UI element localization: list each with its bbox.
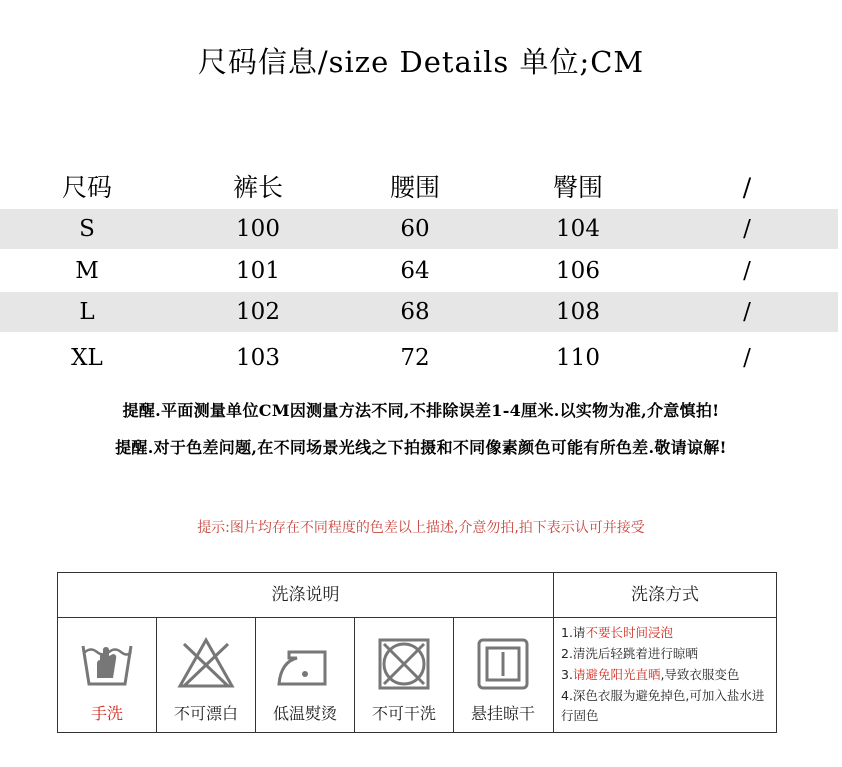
color-diff-notice: 提示:图片均存在不同程度的色差以上描述,介意勿拍,拍下表示认可并接受 (197, 520, 645, 536)
cell-size: S (79, 216, 95, 242)
no-bleach-icon (176, 634, 236, 694)
instruction-1: 1.请不要长时间浸泡 (561, 625, 673, 640)
no-dry-clean-icon (374, 634, 434, 694)
care-instructions (561, 623, 776, 727)
no-dry-clean-label: 不可干洗 (371, 704, 436, 723)
cell-hip: 110 (556, 345, 600, 371)
hand-wash-label: 手洗 (90, 704, 123, 723)
cell-size: M (75, 258, 99, 284)
instruction-2: 2.清洗后轻跳着进行晾晒 (561, 646, 698, 661)
cell-length: 101 (236, 258, 280, 284)
header-hip: 臀围 (552, 173, 603, 202)
cell-hip: 106 (556, 258, 600, 284)
cell-waist: 68 (400, 299, 430, 325)
size-table-header (0, 168, 842, 208)
table-row (0, 251, 842, 291)
cell-hip: 108 (556, 299, 600, 325)
care-cell-hand-wash (58, 618, 156, 732)
care-cell-no-dry-clean (355, 618, 453, 732)
table-row (0, 338, 842, 378)
low-iron-label: 低温熨烫 (272, 704, 337, 723)
hand-wash-icon (77, 634, 137, 694)
cell-slash: / (743, 258, 751, 284)
care-header-left: 洗涤说明 (271, 585, 340, 605)
table-row (0, 292, 842, 332)
hang-dry-label: 悬挂晾干 (470, 704, 535, 723)
cell-slash: / (743, 216, 751, 242)
header-length: 裤长 (232, 173, 283, 202)
instruction-3: 3.请避免阳光直晒,导致衣服变色 (561, 667, 740, 682)
care-cell-no-bleach (157, 618, 255, 732)
cell-slash: / (743, 299, 751, 325)
instruction-4: 4.深色衣服为避免掉色,可加入盐水进行固色 (561, 688, 765, 723)
cell-waist: 60 (400, 216, 430, 242)
color-note: 提醒.对于色差问题,在不同场景光线之下拍摄和不同像素颜色可能有所色差.敬请谅解! (115, 438, 727, 457)
header-waist: 腰围 (389, 173, 440, 202)
cell-waist: 64 (400, 258, 430, 284)
cell-hip: 104 (556, 216, 600, 242)
cell-length: 100 (236, 216, 280, 242)
no-bleach-label: 不可漂白 (173, 704, 238, 723)
care-header-right: 洗涤方式 (631, 585, 699, 605)
header-size: 尺码 (61, 173, 112, 202)
cell-waist: 72 (400, 345, 430, 371)
measurement-note: 提醒.平面测量单位CM因测量方法不同,不排除误差1-4厘米.以实物为准,介意慎拍! (122, 401, 720, 420)
cell-size: XL (71, 345, 103, 371)
table-row (0, 209, 842, 249)
care-cell-low-iron (256, 618, 354, 732)
low-iron-icon (275, 634, 335, 694)
cell-slash: / (743, 345, 751, 371)
care-cell-hang-dry (454, 618, 552, 732)
care-table (57, 572, 777, 733)
cell-size: L (79, 299, 95, 325)
hang-dry-icon (473, 634, 533, 694)
page-title: 尺码信息/size Details 单位;CM (197, 45, 645, 79)
header-slash: / (742, 173, 752, 202)
cell-length: 103 (236, 345, 280, 371)
cell-length: 102 (236, 299, 280, 325)
